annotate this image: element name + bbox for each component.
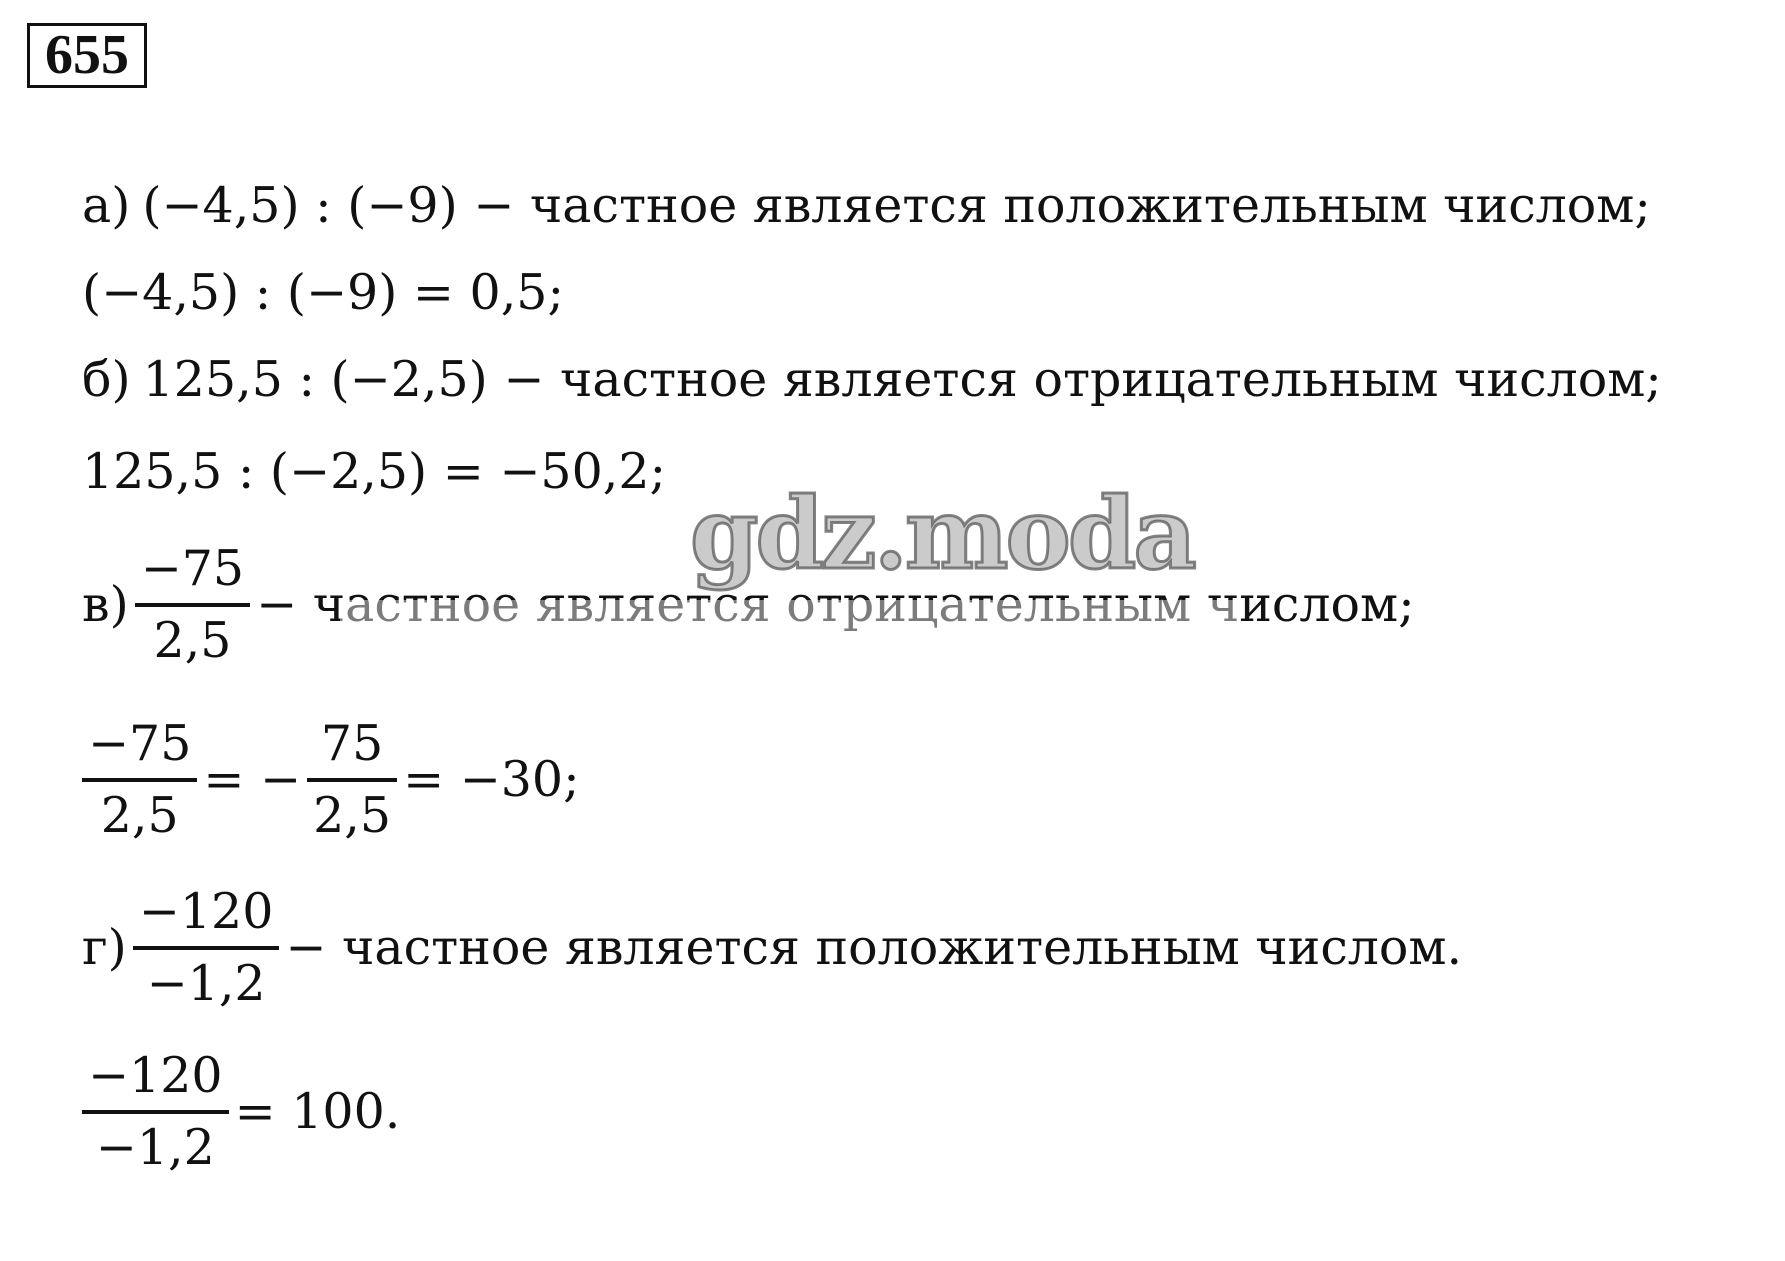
watermark-band bbox=[340, 600, 1240, 650]
watermark-logo: gdz.moda bbox=[690, 477, 1194, 592]
statement-a: (−4,5) : (−9) − частное является положительным числом; bbox=[142, 177, 1651, 234]
line-a-statement bbox=[82, 176, 1651, 236]
fraction-v-calc-1 bbox=[82, 710, 197, 850]
line-g-calc bbox=[82, 1042, 400, 1182]
label-g: г) bbox=[82, 919, 127, 976]
fraction-g-calc bbox=[82, 1042, 229, 1182]
line-v-calc bbox=[82, 710, 580, 850]
line-a-calc bbox=[82, 263, 564, 323]
problem-number: 655 bbox=[27, 23, 147, 88]
fraction-numerator: 75 bbox=[320, 715, 384, 772]
line-b-calc bbox=[82, 442, 666, 502]
fraction-v-calc-2 bbox=[307, 710, 397, 850]
fraction-numerator: −120 bbox=[138, 883, 274, 940]
calc-b: 125,5 : (−2,5) = −50,2; bbox=[82, 443, 667, 500]
label-v: в) bbox=[82, 576, 129, 633]
fraction-numerator: −120 bbox=[88, 1047, 223, 1104]
fraction-g bbox=[133, 878, 280, 1018]
line-g-statement bbox=[82, 878, 1462, 1018]
fraction-v bbox=[135, 535, 250, 675]
fraction-denominator: 2,5 bbox=[135, 603, 250, 675]
calc-g-result: = 100. bbox=[234, 1083, 401, 1140]
calc-v-result: = −30; bbox=[403, 751, 580, 808]
fraction-denominator: −1,2 bbox=[82, 1110, 229, 1182]
label-a: а) bbox=[82, 177, 131, 234]
fraction-denominator: 2,5 bbox=[82, 778, 197, 850]
line-b-statement bbox=[82, 350, 1662, 410]
statement-g: − частное является положительным числом. bbox=[285, 919, 1463, 976]
label-b: б) bbox=[82, 351, 131, 408]
fraction-denominator: 2,5 bbox=[307, 778, 397, 850]
statement-b: 125,5 : (−2,5) − частное является отрицательным числом; bbox=[142, 351, 1662, 408]
fraction-numerator: −75 bbox=[140, 540, 245, 597]
fraction-denominator: −1,2 bbox=[133, 946, 280, 1018]
statement-v: − частное является отрицательным числом; bbox=[256, 576, 1415, 633]
calc-a: (−4,5) : (−9) = 0,5; bbox=[82, 264, 564, 321]
calc-v-mid: = − bbox=[203, 751, 302, 808]
fraction-numerator: −75 bbox=[88, 715, 192, 772]
